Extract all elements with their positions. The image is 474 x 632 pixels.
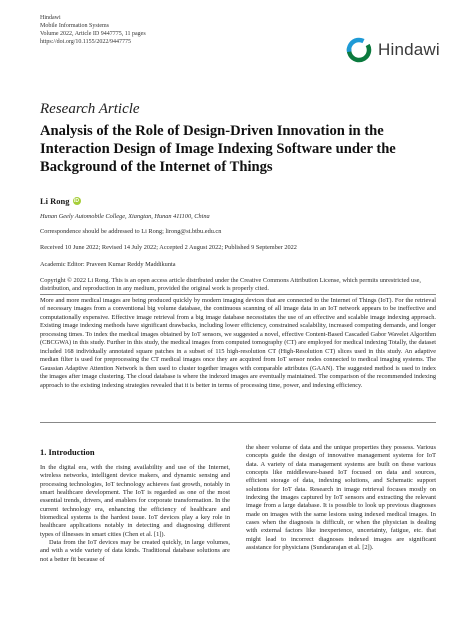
abstract-top-divider [40, 294, 436, 295]
article-type: Research Article [40, 101, 140, 117]
publisher-name: Hindawi [40, 15, 61, 21]
copyright-notice: Copyright © 2022 Li Rong. This is an open access article distributed under the Creative Commons Attribution License, which permits unrestricted use, distribution, and reproduction in any medium, provided the original work is properly cited. [40, 277, 422, 292]
doi-link[interactable]: https://doi.org/10.1155/2022/9447775 [40, 39, 132, 45]
hindawi-logo [346, 37, 440, 63]
logo-wordmark: Hindawi [378, 40, 440, 59]
abstract-bottom-divider [40, 422, 436, 423]
orcid-icon[interactable]: iD [74, 198, 80, 204]
publication-dates: Received 10 June 2022; Revised 14 July 2022; Accepted 2 August 2022; Published 9 September 2022 [40, 244, 297, 251]
volume-line: Volume 2022, Article ID 9447775, 11 pages [40, 31, 146, 37]
academic-editor: Academic Editor: Praveen Kumar Reddy Maddikunta [40, 261, 176, 268]
hindawi-ring-icon [346, 37, 372, 63]
author-name[interactable]: Li Rong [40, 196, 70, 206]
intro-paragraph: Data from the IoT devices may be created quickly, in large volumes, and with a wide variety of data kinds. Traditional database solutions are not a better fit because of [40, 539, 230, 563]
correspondence: Correspondence should be addressed to Li Rong; lirong@st.btbu.edu.cn [40, 228, 222, 235]
abstract: More and more medical images are being produced quickly by modern imaging devices that are connected to the Internet of Things (IoT). For the retrieval of necessary images from a conventional big volume database, the continuous scanning of all image data in an IoT network appears to be ineffective and computationally expensive. Effective image retrieval from a big image database necessitates the use of an effective and scalable image indexing approach. Existing image indexing methods have significant drawbacks, including lower efficiency, constrained scalability, increased computing demands, and longer processing times. To index the medical images obtained by IoT sensors, we suggested a novel, effective Content-Based Cascaded Gabor Wavelet Algorithm (CBCGWA) in this study. Further in this study, the medical images from computed tomography (CT) are employed for medical indexing Totally, the dataset included 168 individually annotated square patches in a subset of 115 high-resolution CT (High-Resolution CT) slices used in this study. An adaptive median filter is used for preprocessing the CT medical images once they are acquired from IoT sensor nodes connected to medical imaging systems. The Gaussian Adaptive Attention Network is then used to cluster together images with comparable attributes (GAAN). The suggested method is used to index the images after image clustering. The cloud database is where the indexed images are eventually maintained. The comparison of the recommended indexing approach to the existing indexing strategies revealed that it is better in terms of processing time, power, and indexing efficiency. [40, 297, 436, 389]
section-heading: 1. Introduction [40, 447, 95, 457]
intro-column-right [246, 444, 436, 552]
journal-info [40, 14, 146, 46]
journal-name: Mobile Information Systems [40, 23, 109, 29]
intro-column-left [40, 464, 230, 564]
author-line [40, 196, 81, 206]
article-title: Analysis of the Role of Design-Driven Innovation in the Interaction Design of Image Indexing Software under the Background of the Internet of Things [40, 123, 396, 175]
intro-paragraph: the sheer volume of data and the unique properties they possess. Various concepts guide the design of innovative management systems for IoT data. A variety of data management systems are built on these various concepts like middleware-based IoT focused on data and sources, efficient storage of data, indexing solutions, and Schematic support solutions for IoT data. Research in image retrieval focuses mostly on indexing the images captured by IoT sensors and extracting the relevant image from a large database. It is possible to look up previous diagnoses made on images with the same lesions using indexed medical images. In cases when the diagnosis is difficult, or when the physician is dealing with external factors like inexperience, uncertainty, fatigue, etc. that might lead to incorrect diagnoses indexed images are significant assistance for physicians (Sundararajan et al. [2]). [246, 444, 436, 552]
intro-paragraph: In the digital era, with the rising availability and use of the Internet, wireless networks, intelligent device makers, and dynamic sensing and processing technologies, IoT technology achieves fast growth, notably in smart healthcare development. The IoT is regarded as one of the most essential trends, drivers, and enablers for corporate transformation. In the current technology era, enhancing the efficiency of healthcare and biomedical systems is the hardest issue. IoT devices play a key role in healthcare applications notably in detecting and diagnosing different types of illnesses in smart cities (Chen et al. [1]). [40, 464, 230, 538]
affiliation: Hunan Geely Automobile College, Xiangtan, Hunan 411100, China [40, 213, 210, 220]
